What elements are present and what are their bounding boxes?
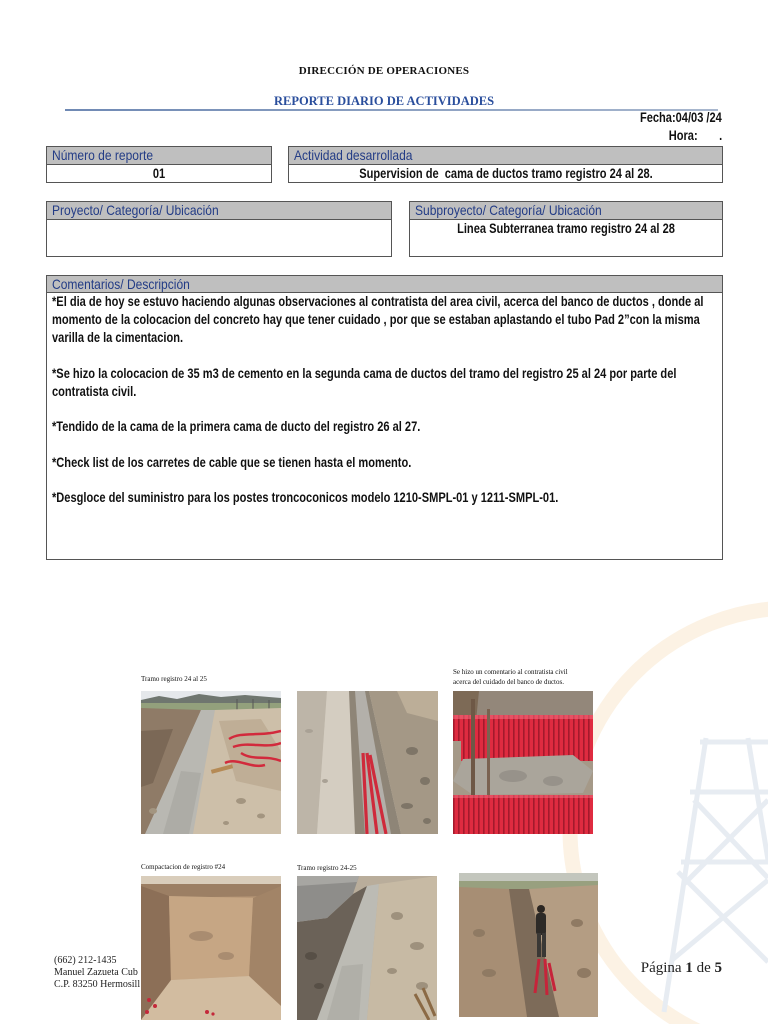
comment-paragraph xyxy=(52,418,722,436)
subproject-header xyxy=(410,202,722,220)
comments-text xyxy=(52,293,722,525)
comment-paragraph xyxy=(52,489,722,507)
photo-caption-line: Compactacion de registro #24 xyxy=(141,863,226,871)
photo-caption xyxy=(297,864,357,874)
report-number-label: Número de reporte xyxy=(52,147,154,163)
report-title: REPORTE DIARIO DE ACTIVIDADES xyxy=(273,94,495,108)
photo-trench-24-25 xyxy=(297,876,437,1020)
project-value-cell xyxy=(47,220,391,256)
report-number-header xyxy=(47,147,271,165)
photo-caption xyxy=(141,675,207,685)
project-value xyxy=(47,220,391,256)
activity-box xyxy=(288,146,723,183)
photo-trench-red-ducts xyxy=(297,691,438,834)
comment-line: *Check list de los carretes de cable que se tienen hasta el momento. xyxy=(52,454,412,470)
photo-caption xyxy=(453,668,568,687)
photo-caption-line: acerca del cuidado del banco de ductos. xyxy=(453,677,564,686)
time-field xyxy=(522,127,722,145)
page-current: 1 xyxy=(685,960,693,976)
subproject-box xyxy=(409,201,723,257)
report-number-value-cell xyxy=(47,165,271,182)
photo-caption-line: Tramo registro 24-25 xyxy=(297,864,357,872)
subproject-label: Subproyecto/ Categoría/ Ubicación xyxy=(415,202,602,218)
comments-label: Comentarios/ Descripción xyxy=(52,276,190,292)
subproject-value-cell xyxy=(410,220,722,256)
comment-paragraph xyxy=(52,293,722,347)
photo-pit-compaction xyxy=(141,876,281,1020)
page-total: 5 xyxy=(714,960,722,976)
photo-caption xyxy=(141,863,225,873)
comment-line: *Se hizo la colocacion de 35 m3 de cemento en la segunda cama de ductos del tramo del registro 25 al 24 por parte del xyxy=(52,365,677,381)
page-prefix: Página xyxy=(640,960,686,976)
page-middle: de xyxy=(692,960,715,976)
footer-address-line: Manuel Zazueta Cub xyxy=(54,967,138,978)
footer-address-line: C.P. 83250 Hermosill xyxy=(54,979,141,990)
comments-box xyxy=(46,275,723,560)
comments-body xyxy=(47,293,722,559)
project-header xyxy=(47,202,391,220)
comment-paragraph xyxy=(52,365,722,401)
comments-header xyxy=(47,276,722,293)
comment-line: *El dia de hoy se estuvo haciendo algunas observaciones al contratista del area civil, acerca del banco de ductos , donde al xyxy=(52,294,704,309)
subproject-value: Linea Subterranea tramo registro 24 al 28 xyxy=(457,221,675,236)
comment-line: varilla de la cimentacion. xyxy=(52,330,184,345)
activity-label: Actividad desarrollada xyxy=(294,147,413,163)
comment-line: *Tendido de la cama de la primera cama de ducto del registro 26 al 27. xyxy=(52,419,421,434)
comment-line: *Desgloce del suministro para los postes troncoconicos modelo 1210-SMPL-01 y 1211-SMPL-01. xyxy=(52,490,559,505)
photo-caption-line: Tramo registro 24 al 25 xyxy=(141,675,207,683)
time-text: Hora: . xyxy=(668,128,722,143)
report-number-value: 01 xyxy=(152,166,166,181)
comment-paragraph xyxy=(52,454,722,472)
photo-trench-concrete xyxy=(141,691,281,834)
page-number xyxy=(641,959,722,977)
photo-caption-line: Se hizo un comentario al contratista civil xyxy=(453,668,568,676)
comment-line: momento de la colocacion del concreto hay que tener cuidado , por que se estaban aplastando el tubo Pad 2”con la misma xyxy=(52,312,700,327)
report-number-box xyxy=(46,146,272,183)
department-heading: DIRECCIÓN DE OPERACIONES xyxy=(298,65,470,77)
activity-value: Supervision de cama de ductos tramo registro 24 al 28. xyxy=(358,166,653,181)
date-field xyxy=(522,109,722,127)
footer-phone: (662) 212-1435 xyxy=(54,955,117,966)
project-label: Proyecto/ Categoría/ Ubicación xyxy=(52,202,219,218)
project-box xyxy=(46,201,392,257)
photo-worker-in-trench xyxy=(459,873,598,1017)
comment-line: contratista civil. xyxy=(52,383,137,399)
date-text: Fecha:04/03 /24 xyxy=(640,110,722,125)
activity-header xyxy=(289,147,722,165)
activity-value-cell xyxy=(289,165,722,182)
photo-corrugated-pipes xyxy=(453,691,593,834)
